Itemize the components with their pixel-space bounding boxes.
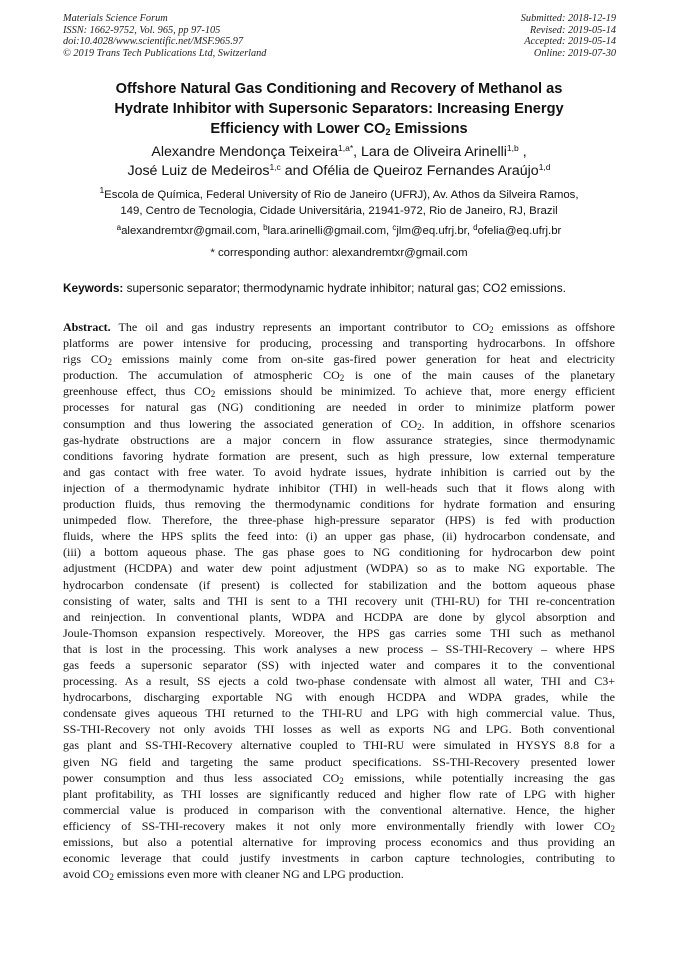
email-link: lara.arinelli@gmail.com, bbox=[267, 225, 393, 237]
author-name: Lara de Oliveira Arinelli bbox=[361, 144, 507, 160]
abstract-line bbox=[63, 689, 615, 705]
abstract-text: rigs CO bbox=[63, 352, 108, 367]
author-affiliation-marker: 1,c bbox=[269, 162, 281, 172]
subscript: 2 bbox=[489, 325, 494, 335]
abstract-text: injection of a thermodynamic hydrate inhibitor (THI) in well-heads such that it flows along with bbox=[63, 480, 615, 495]
abstract-text: . In addition, in offshore scenarios bbox=[421, 416, 616, 431]
abstract-text: fluids, where the HPS splits the feed into: (i) an upper gas phase, (ii) hydrocarbon condensate, and bbox=[63, 529, 615, 544]
abstract-line bbox=[63, 432, 615, 448]
author-name: Alexandre Mendonça Teixeira bbox=[151, 144, 339, 160]
abstract-line bbox=[63, 850, 615, 866]
date-revised: Revised: 2019-05-14 bbox=[529, 24, 616, 36]
abstract-line bbox=[63, 528, 615, 544]
abstract-line bbox=[63, 335, 615, 351]
abstract-line bbox=[63, 834, 615, 850]
abstract-line bbox=[63, 577, 615, 593]
issn-volume-pages: ISSN: 1662-9752, Vol. 965, pp 97-105 bbox=[63, 24, 221, 36]
corresponding-author: * corresponding author: alexandremtxr@gmail.com bbox=[210, 247, 468, 259]
abstract-text: emissions, but also a potential alternative for improving process economics and thus providing an bbox=[63, 835, 615, 849]
abstract-text: avoid CO bbox=[63, 867, 110, 882]
subscript: 2 bbox=[339, 373, 345, 384]
affiliation: $^1$Escola de Química, Federal University of Rio de Janeiro (UFRJ), Av. Athos da Silveira Ramos, 149, Centro de Tecnologia, Cidade Universitária, 21941-972, Rio de Janeiro, RJ, Brazil bbox=[99, 185, 579, 217]
email-link: ofelia@eq.ufrj.br bbox=[477, 225, 562, 237]
abstract-text: gas plant and SS-THI-Recovery alternative coupled to THI-RU were simulated in HYSYS 8.8 for a bbox=[63, 738, 615, 753]
abstract-text: and gas contact with free water. To avoid hydrate issues, hydrate inhibition is carried out by the bbox=[63, 464, 615, 479]
subscript: 2 bbox=[109, 872, 114, 883]
abstract-line bbox=[63, 641, 615, 657]
abstract-text: emissions should be minimized. To achieve that, more energy efficient bbox=[215, 384, 615, 399]
abstract-text: unimpeded flow. Therefore, the three-phase high-pressure separator (HPS) is fed with production bbox=[63, 513, 615, 528]
abstract-text: and reinjection. In conventional plants, WDPA and HCDPA are done by glycol absorption and bbox=[63, 609, 615, 624]
abstract-line bbox=[63, 399, 615, 415]
doi: doi:10.4028/www.scientific.net/MSF.965.97 bbox=[63, 36, 244, 48]
copyright: © 2019 Trans Tech Publications Ltd, Switzerland bbox=[63, 48, 267, 60]
abstract-line bbox=[63, 802, 615, 818]
title-line: Efficiency with Lower $CO_2$ Emissions bbox=[210, 121, 468, 137]
date-online: Online: 2019-07-30 bbox=[533, 48, 616, 60]
abstract-text: greenhouse effect, thus CO bbox=[63, 384, 211, 399]
abstract-line bbox=[63, 448, 615, 464]
abstract-line bbox=[63, 737, 615, 753]
abstract-line bbox=[63, 609, 615, 625]
abstract-line bbox=[63, 721, 615, 737]
abstract-text: consumption and thus lowering the associated generation of CO bbox=[63, 416, 418, 431]
abstract-line bbox=[63, 866, 615, 882]
subscript: 2 bbox=[610, 823, 615, 834]
abstract-text: Joule-Thomson expansion respectively. Moreover, the HPS gas carries some THI such as methanol bbox=[63, 625, 615, 640]
journal-name: Materials Science Forum bbox=[63, 13, 168, 24]
abstract bbox=[63, 319, 615, 882]
abstract-text: processing. As a result, SS ejects a cold two-phase condensate with almost all water, THI and C3+ bbox=[63, 674, 615, 689]
author-list bbox=[63, 143, 615, 181]
abstract-line bbox=[63, 593, 615, 609]
title-line: Offshore Natural Gas Conditioning and Recovery of Methanol as bbox=[115, 81, 563, 97]
abstract-label: Abstract. bbox=[63, 320, 111, 334]
abstract-line bbox=[63, 673, 615, 689]
abstract-line bbox=[63, 818, 615, 834]
abstract-line bbox=[63, 786, 615, 802]
keywords bbox=[63, 281, 623, 296]
abstract-text: hydrocarbons, discharging exportable NG with enough HCDPA and WDPA grades, while the bbox=[63, 690, 615, 705]
abstract-text: The oil and gas industry represents an important contributor to CO bbox=[110, 320, 490, 334]
abstract-text: emissions mainly come from on-site gas-fired power generation for heat and electricity bbox=[112, 352, 615, 367]
author-name: Ofélia de Queiroz Fernandes Araújo bbox=[312, 163, 539, 179]
abstract-line bbox=[63, 383, 615, 399]
abstract-text: consisting of water, salts and THI is sent to a THI recovery unit (THI-RU) for THI re-concentration bbox=[63, 593, 615, 608]
abstract-text: (iii) a bottom aqueous phase. The gas phase goes to NG conditioning for hydrocarbon dew point bbox=[63, 545, 615, 560]
author-line: José Luiz de Medeiros$^{1,c}$ and Ofélia de Queiroz Fernandes Araújo$^{1,d}$ bbox=[127, 162, 551, 179]
abstract-line bbox=[63, 544, 615, 560]
abstract-line bbox=[63, 496, 615, 512]
abstract-line bbox=[63, 512, 615, 528]
abstract-text: adjustment (HCDPA) and water dew point adjustment (WDPA) so as to make NG exportable. The bbox=[63, 561, 615, 576]
abstract-text: platforms are power intensive for producing, processing and transporting hydrocarbons. In offshore bbox=[63, 336, 615, 351]
author-name: José Luiz de Medeiros bbox=[127, 163, 270, 179]
abstract-text: power consumption and thus less associated CO bbox=[63, 770, 340, 785]
abstract-line bbox=[63, 657, 615, 673]
subscript: 2 bbox=[210, 389, 216, 400]
abstract-text: gas feeds a supersonic separator (SS) with injected water and compares it to the conventional bbox=[63, 657, 615, 672]
abstract-text: emissions as offshore bbox=[493, 320, 615, 334]
date-accepted: Accepted: 2019-05-14 bbox=[524, 36, 616, 48]
paper-title bbox=[63, 79, 615, 139]
keywords-label: Keywords: bbox=[63, 281, 124, 295]
subscript: 2 bbox=[339, 775, 344, 786]
abstract-text: commercial value is produced in comparison with the conventional alternative. Hence, the higher bbox=[63, 802, 615, 817]
email-link: jlm@eq.ufrj.br, bbox=[396, 225, 474, 237]
abstract-line bbox=[63, 705, 615, 721]
author-affiliation-marker: 1,d bbox=[538, 162, 551, 172]
abstract-line bbox=[63, 367, 615, 383]
publication-dates bbox=[396, 13, 616, 60]
abstract-line bbox=[63, 416, 615, 432]
abstract-line bbox=[63, 351, 615, 367]
title-line: Hydrate Inhibitor with Supersonic Separators: Increasing Energy bbox=[114, 101, 564, 117]
abstract-text: economic leverage that could justify investments in carbon capture technologies, contributing to bbox=[63, 851, 615, 866]
abstract-text: SS-THI-Recovery not only avoids THI losses as well as exports NG and LPG. Both conventional bbox=[63, 722, 615, 737]
keywords-text: supersonic separator; thermodynamic hydrate inhibitor; natural gas; CO2 emissions. bbox=[123, 281, 566, 295]
author-line: Alexandre Mendonça Teixeira$^{1,a*}$, Lara de Oliveira Arinelli$^{1,b}$ , bbox=[151, 143, 527, 160]
abstract-text: emissions even more with cleaner NG and LPG production. bbox=[113, 867, 404, 882]
subscript: 2 bbox=[417, 421, 422, 432]
abstract-line bbox=[63, 319, 615, 335]
abstract-text: that is lost in the processing. This work analyses a new process – SS-THI-Recovery – where HPS bbox=[63, 641, 615, 656]
abstract-line bbox=[63, 560, 615, 576]
abstract-text: processes for natural gas (NG) conditioning are needed in order to minimize platform power bbox=[63, 400, 615, 415]
abstract-text: emissions, while potentially increasing the gas bbox=[343, 770, 615, 785]
email-link: alexandremtxr@gmail.com, bbox=[121, 225, 264, 237]
abstract-text: hydrocarbon condensate (if present) is collected for stabilization and the bottom aqueous phase bbox=[63, 577, 615, 592]
abstract-text: given NG field and targeting the same product specifications. SS-THI-Recovery presented lower bbox=[63, 754, 615, 769]
subscript: 2 bbox=[107, 357, 112, 368]
abstract-line bbox=[63, 464, 615, 480]
author-emails: $^a$alexandremtxr@gmail.com, $^b$lara.arinelli@gmail.com, $^c$jlm@eq.ufrj.br, $^d$ofelia@eq.ufrj.br bbox=[116, 223, 562, 237]
abstract-text: condensate gives aqueous THI returned to the THI-RU and LPG with high commercial value. Thus, bbox=[63, 706, 615, 721]
abstract-text: plant profitability, as THI losses are significantly reduced and higher flow rate of LPG with higher bbox=[63, 786, 615, 801]
abstract-text: efficiency of SS-THI-recovery makes it not only more environmentally friendly with lower CO bbox=[63, 818, 611, 833]
abstract-text: production. The accumulation of atmospheric CO bbox=[63, 368, 340, 383]
abstract-line bbox=[63, 770, 615, 786]
author-affiliation-marker: 1,b bbox=[506, 143, 519, 153]
date-submitted: Submitted: 2018-12-19 bbox=[520, 13, 616, 24]
abstract-line bbox=[63, 625, 615, 641]
abstract-line bbox=[63, 754, 615, 770]
abstract-text: production fluids, thus removing the thermodynamic conditions for hydrate formation and ensuring bbox=[63, 497, 615, 512]
abstract-text: is one of the main causes of the planetary bbox=[344, 368, 615, 383]
abstract-text: conditions favoring hydrate formation are present, such as high pressure, low external temperature bbox=[63, 448, 615, 463]
author-affiliation-marker: 1,a* bbox=[338, 143, 354, 153]
abstract-line bbox=[63, 480, 615, 496]
journal-info bbox=[63, 13, 383, 60]
abstract-text: gas-hydrate obstructions are a major concern in flow assurance strategies, since thermodynamic bbox=[63, 432, 615, 447]
